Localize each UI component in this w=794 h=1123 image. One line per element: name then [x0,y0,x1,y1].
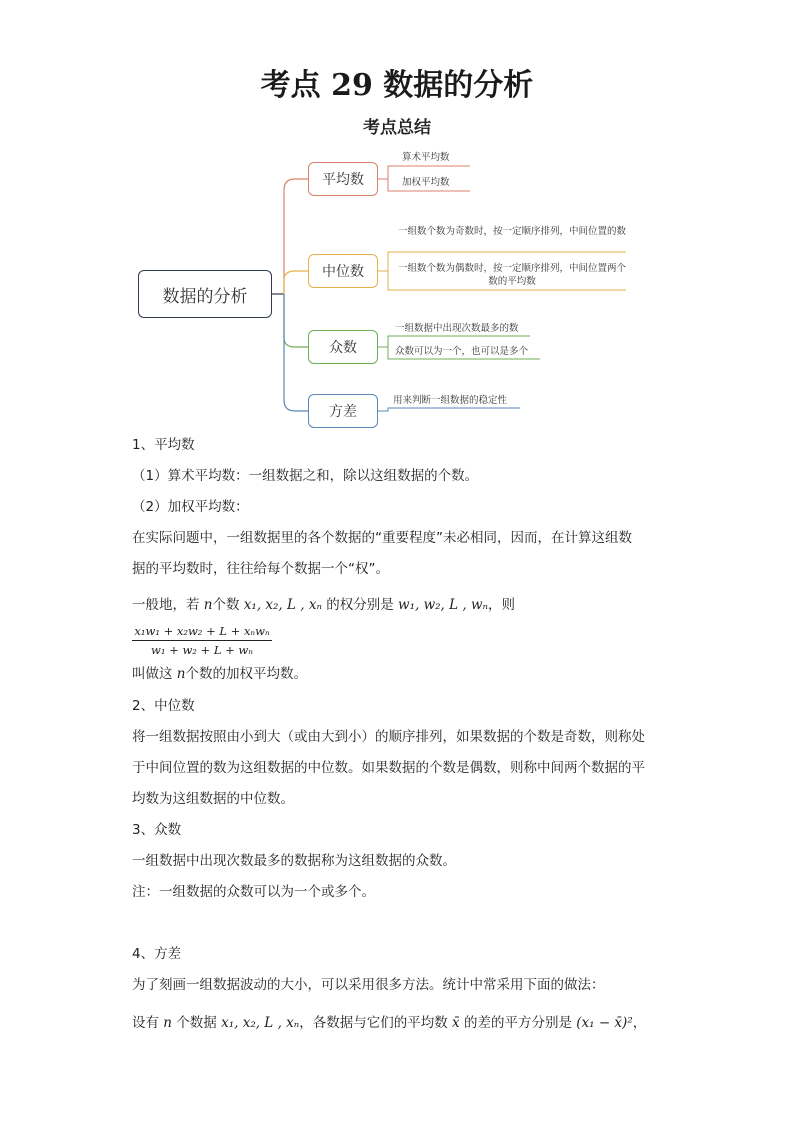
paragraph: 为了刻画一组数据波动的大小，可以采用很多方法。统计中常采用下面的做法： [132,977,605,993]
mindmap-leaf: 一组数个数为奇数时，按一定顺序排列，中间位置的数 [398,226,627,237]
mindmap-branch-mean: 平均数 [308,162,378,196]
section-heading-mean: 1、平均数 [132,437,195,453]
section-heading-mode: 3、众数 [132,822,182,838]
page-subtitle: 考点总结 [363,118,431,138]
mindmap-leaf: 加权平均数 [402,177,450,188]
paragraph: （2）加权平均数： [132,499,249,515]
mindmap-branch-mode: 众数 [308,330,378,364]
mindmap-leaf: 一组数个数为偶数时，按一定顺序排列，中间位置两个数的平均数 [398,263,627,287]
mindmap-root: 数据的分析 [138,270,272,318]
mindmap-branch-median: 中位数 [308,254,378,288]
paragraph-weights: 一般地，若 n个数 x₁, x₂, L , xₙ 的权分别是 w₁, w₂, L , wₙ，则 [132,597,515,613]
paragraph: 均数为这组数据的中位数。 [132,791,294,807]
paragraph-variance: 设有 n 个数据 x₁, x₂, L , xₙ，各数据与它们的平均数 x̄ 的差的平方分别是 (x₁ − x̄)²， [132,1015,647,1031]
paragraph: 注：一组数据的众数可以为一个或多个。 [132,884,375,900]
page-title: 考点 29 数据的分析 [260,68,534,103]
paragraph: 在实际问题中，一组数据里的各个数据的“重要程度”未必相同，因而，在计算这组数 [132,530,632,546]
mindmap-leaf: 算术平均数 [402,152,450,163]
mindmap-leaf: 众数可以为一个，也可以是多个 [395,346,529,357]
formula-numerator: x₁w₁ + x₂w₂ + L + xₙwₙ [132,624,272,641]
paragraph: 将一组数据按照由小到大（或由大到小）的顺序排列，如果数据的个数是奇数，则称处 [132,729,645,745]
paragraph: 据的平均数时，往往给每个数据一个“权”。 [132,561,389,577]
mindmap-branch-variance: 方差 [308,394,378,428]
mindmap-leaf: 一组数据中出现次数最多的数 [395,323,519,334]
mindmap-leaf: 用来判断一组数据的稳定性 [393,395,508,406]
weighted-mean-formula [132,624,272,657]
paragraph: 一组数据中出现次数最多的数据称为这组数据的众数。 [132,853,456,869]
paragraph: （1）算术平均数：一组数据之和，除以这组数据的个数。 [132,468,479,484]
mindmap-connectors [0,0,794,440]
section-heading-variance: 4、方差 [132,946,182,962]
formula-denominator: w₁ + w₂ + L + wₙ [151,643,253,657]
paragraph: 叫做这 n个数的加权平均数。 [132,666,307,682]
section-heading-median: 2、中位数 [132,698,195,714]
paragraph: 于中间位置的数为这组数据的中位数。如果数据的个数是偶数，则称中间两个数据的平 [132,760,645,776]
